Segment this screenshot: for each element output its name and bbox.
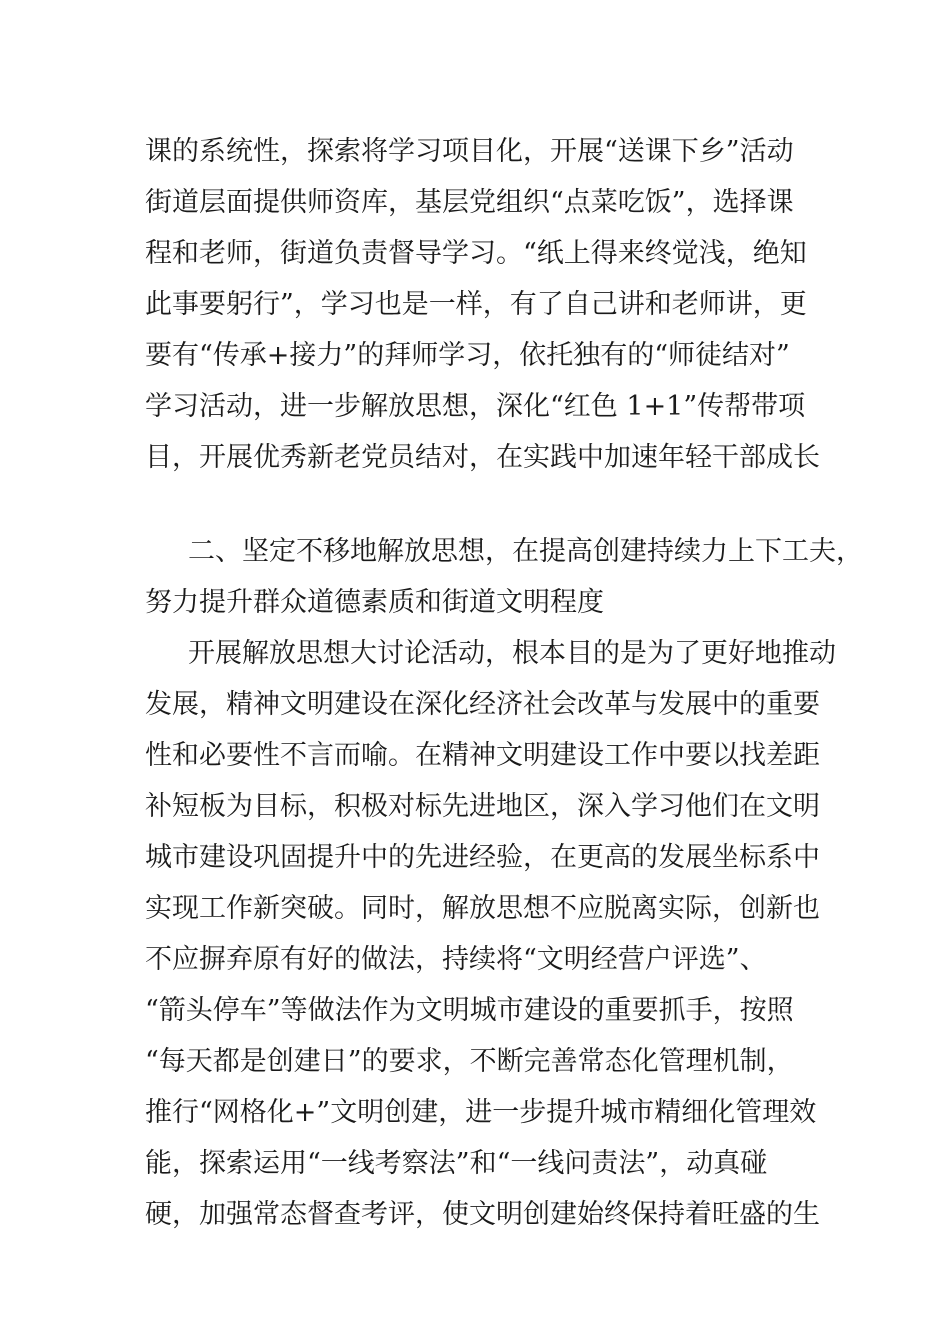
text-line: 不应摒弃原有好的做法，持续将“文明经营户评选”、: [145, 944, 767, 975]
paragraph-first-line: 开展解放思想大讨论活动，根本目的是为了更好地推动: [188, 638, 836, 669]
text-line: 程和老师，街道负责督导学习。“纸上得来终觉浅，绝知: [145, 238, 807, 269]
text-line: 课的系统性，探索将学习项目化，开展“送课下乡”活动: [145, 136, 794, 167]
text-line: 要有“传承+接力”的拜师学习，依托独有的“师徒结对”: [145, 340, 790, 371]
text-line: 能，探索运用“一线考察法”和“一线问责法”，动真碰: [145, 1148, 768, 1179]
text-line: 此事要躬行”，学习也是一样，有了自己讲和老师讲，更: [145, 289, 807, 320]
text-line: 城市建设巩固提升中的先进经验，在更高的发展坐标系中: [145, 842, 820, 873]
text-line: 性和必要性不言而喻。在精神文明建设工作中要以找差距: [145, 740, 820, 771]
text-line: “每天都是创建日”的要求，不断完善常态化管理机制，: [145, 1046, 794, 1077]
text-line: 目，开展优秀新老党员结对，在实践中加速年轻干部成长: [145, 442, 820, 473]
text-line: 硬，加强常态督查考评，使文明创建始终保持着旺盛的生: [145, 1199, 820, 1230]
section-heading: 努力提升群众道德素质和街道文明程度: [145, 587, 604, 618]
section-heading: 二、坚定不移地解放思想，在提高创建持续力上下工夫，: [188, 536, 863, 567]
text-line: 街道层面提供师资库，基层党组织“点菜吃饭”，选择课: [145, 187, 794, 218]
text-line: 推行“网格化+”文明创建，进一步提升城市精细化管理效: [145, 1097, 817, 1128]
text-line: 发展，精神文明建设在深化经济社会改革与发展中的重要: [145, 689, 820, 720]
text-line: “箭头停车”等做法作为文明城市建设的重要抓手，按照: [145, 995, 794, 1026]
text-line: 实现工作新突破。同时，解放思想不应脱离实际，创新也: [145, 893, 820, 924]
text-line: 学习活动，进一步解放思想，深化“红色 1+1”传帮带项: [145, 391, 806, 422]
text-line: 补短板为目标，积极对标先进地区，深入学习他们在文明: [145, 791, 820, 822]
